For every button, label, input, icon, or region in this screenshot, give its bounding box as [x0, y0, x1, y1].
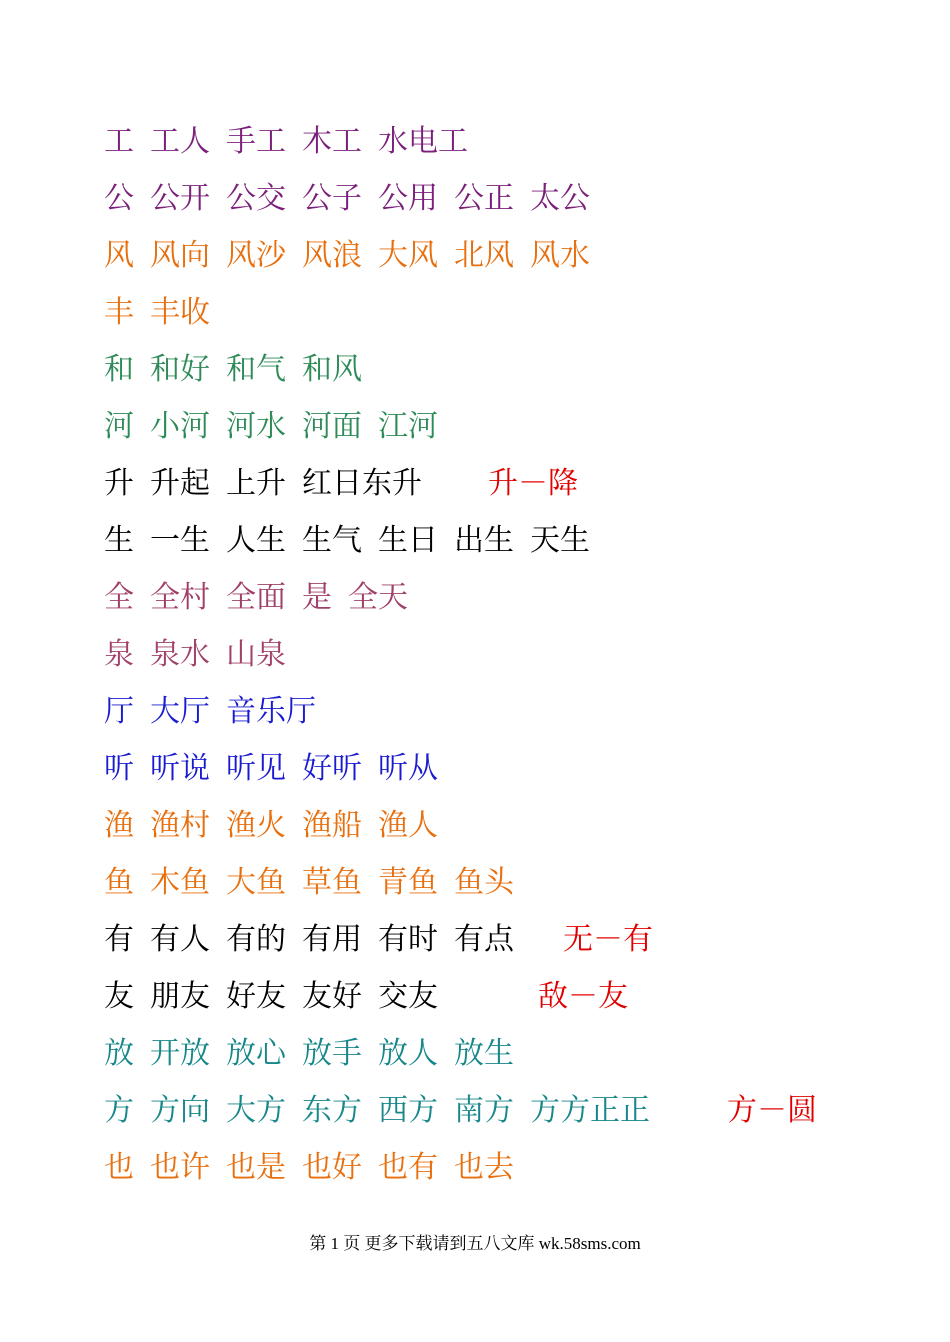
character-head: 公 [104, 181, 134, 216]
character-head: 风 [104, 238, 134, 273]
word-item: 交友 [378, 979, 438, 1014]
word-item: 是 [302, 580, 332, 615]
character-head: 工 [104, 124, 134, 159]
word-item: 大风 [378, 238, 438, 273]
character-head: 丰 [104, 295, 134, 330]
character-head: 渔 [104, 808, 134, 843]
word-item: 公正 [454, 181, 514, 216]
word-item: 放心 [226, 1036, 286, 1071]
word-item: 音乐厅 [226, 694, 316, 729]
word-item: 生日 [378, 523, 438, 558]
word-item: 全面 [226, 580, 286, 615]
character-head: 河 [104, 409, 134, 444]
word-item: 木鱼 [150, 865, 210, 900]
word-item: 有时 [378, 922, 438, 957]
antonym-pair: 无－有 [563, 922, 653, 957]
word-item: 也是 [226, 1150, 286, 1185]
word-item: 人生 [226, 523, 286, 558]
word-item: 公子 [302, 181, 362, 216]
word-item: 泉水 [150, 637, 210, 672]
word-item: 大鱼 [226, 865, 286, 900]
word-row [104, 806, 454, 846]
word-item: 出生 [454, 523, 514, 558]
word-row [104, 236, 606, 276]
word-item: 红日东升 [302, 466, 422, 501]
word-item: 好友 [226, 979, 286, 1014]
word-item: 上升 [226, 466, 286, 501]
word-item: 木工 [302, 124, 362, 159]
word-item: 也许 [150, 1150, 210, 1185]
word-row [104, 521, 606, 561]
character-head: 升 [104, 466, 134, 501]
word-row [104, 293, 226, 333]
word-item: 一生 [150, 523, 210, 558]
word-row [104, 122, 484, 162]
word-item: 手工 [226, 124, 286, 159]
word-item: 草鱼 [302, 865, 362, 900]
word-row [104, 635, 302, 675]
word-item: 有点 [454, 922, 514, 957]
word-item: 公开 [150, 181, 210, 216]
character-head: 也 [104, 1150, 134, 1185]
word-item: 放人 [378, 1036, 438, 1071]
word-item: 听从 [378, 751, 438, 786]
character-head: 全 [104, 580, 134, 615]
word-row [104, 578, 424, 618]
word-item: 全村 [150, 580, 210, 615]
word-item: 升起 [150, 466, 210, 501]
word-row [104, 749, 454, 789]
word-item: 有人 [150, 922, 210, 957]
word-row [104, 350, 378, 390]
character-head: 泉 [104, 637, 134, 672]
character-head: 厅 [104, 694, 134, 729]
word-item: 水电工 [378, 124, 468, 159]
word-item: 开放 [150, 1036, 210, 1071]
character-head: 友 [104, 979, 134, 1014]
character-head: 方 [104, 1093, 134, 1128]
word-item: 山泉 [226, 637, 286, 672]
antonym-pair: 敌－友 [538, 979, 628, 1014]
antonym-pair: 方－圆 [727, 1093, 817, 1128]
word-item: 江河 [378, 409, 438, 444]
character-head: 和 [104, 352, 134, 387]
word-row [104, 407, 454, 447]
word-item: 公用 [378, 181, 438, 216]
word-row [104, 1034, 530, 1074]
word-item: 天生 [530, 523, 590, 558]
word-item: 友好 [302, 979, 362, 1014]
word-item: 风沙 [226, 238, 286, 273]
word-item: 东方 [302, 1093, 362, 1128]
character-head: 生 [104, 523, 134, 558]
word-item: 听见 [226, 751, 286, 786]
word-item: 生气 [302, 523, 362, 558]
word-item: 和风 [302, 352, 362, 387]
word-item: 渔火 [226, 808, 286, 843]
word-item: 和气 [226, 352, 286, 387]
word-item: 大厅 [150, 694, 210, 729]
character-head: 鱼 [104, 865, 134, 900]
word-item: 太公 [530, 181, 590, 216]
word-item: 小河 [150, 409, 210, 444]
word-item: 有的 [226, 922, 286, 957]
word-item: 公交 [226, 181, 286, 216]
word-item: 渔人 [378, 808, 438, 843]
word-item: 河水 [226, 409, 286, 444]
word-row [104, 179, 606, 219]
word-item: 南方 [454, 1093, 514, 1128]
word-item: 渔船 [302, 808, 362, 843]
word-item: 也好 [302, 1150, 362, 1185]
word-item: 和好 [150, 352, 210, 387]
word-item: 渔村 [150, 808, 210, 843]
word-item: 大方 [226, 1093, 286, 1128]
word-item: 听说 [150, 751, 210, 786]
word-item: 好听 [302, 751, 362, 786]
word-item: 方方正正 [530, 1093, 650, 1128]
word-row [104, 977, 454, 1017]
character-head: 有 [104, 922, 134, 957]
word-row [104, 863, 530, 903]
word-item: 风向 [150, 238, 210, 273]
word-item: 丰收 [150, 295, 210, 330]
word-item: 青鱼 [378, 865, 438, 900]
word-item: 方向 [150, 1093, 210, 1128]
antonym-pair: 升－降 [488, 466, 578, 501]
word-row [104, 692, 332, 732]
word-item: 放手 [302, 1036, 362, 1071]
word-item: 全天 [348, 580, 408, 615]
word-row [104, 920, 530, 960]
word-item: 河面 [302, 409, 362, 444]
word-item: 鱼头 [454, 865, 514, 900]
word-item: 也有 [378, 1150, 438, 1185]
word-row [104, 1148, 530, 1188]
word-item: 西方 [378, 1093, 438, 1128]
character-head: 放 [104, 1036, 134, 1071]
word-item: 风水 [530, 238, 590, 273]
word-row [104, 1091, 666, 1131]
word-item: 北风 [454, 238, 514, 273]
word-item: 风浪 [302, 238, 362, 273]
word-row [104, 464, 438, 504]
word-item: 有用 [302, 922, 362, 957]
word-item: 朋友 [150, 979, 210, 1014]
page-footer: 第 1 页 更多下载请到五八文库 wk.58sms.com [309, 1234, 641, 1253]
word-item: 工人 [150, 124, 210, 159]
word-item: 也去 [454, 1150, 514, 1185]
character-head: 听 [104, 751, 134, 786]
word-item: 放生 [454, 1036, 514, 1071]
